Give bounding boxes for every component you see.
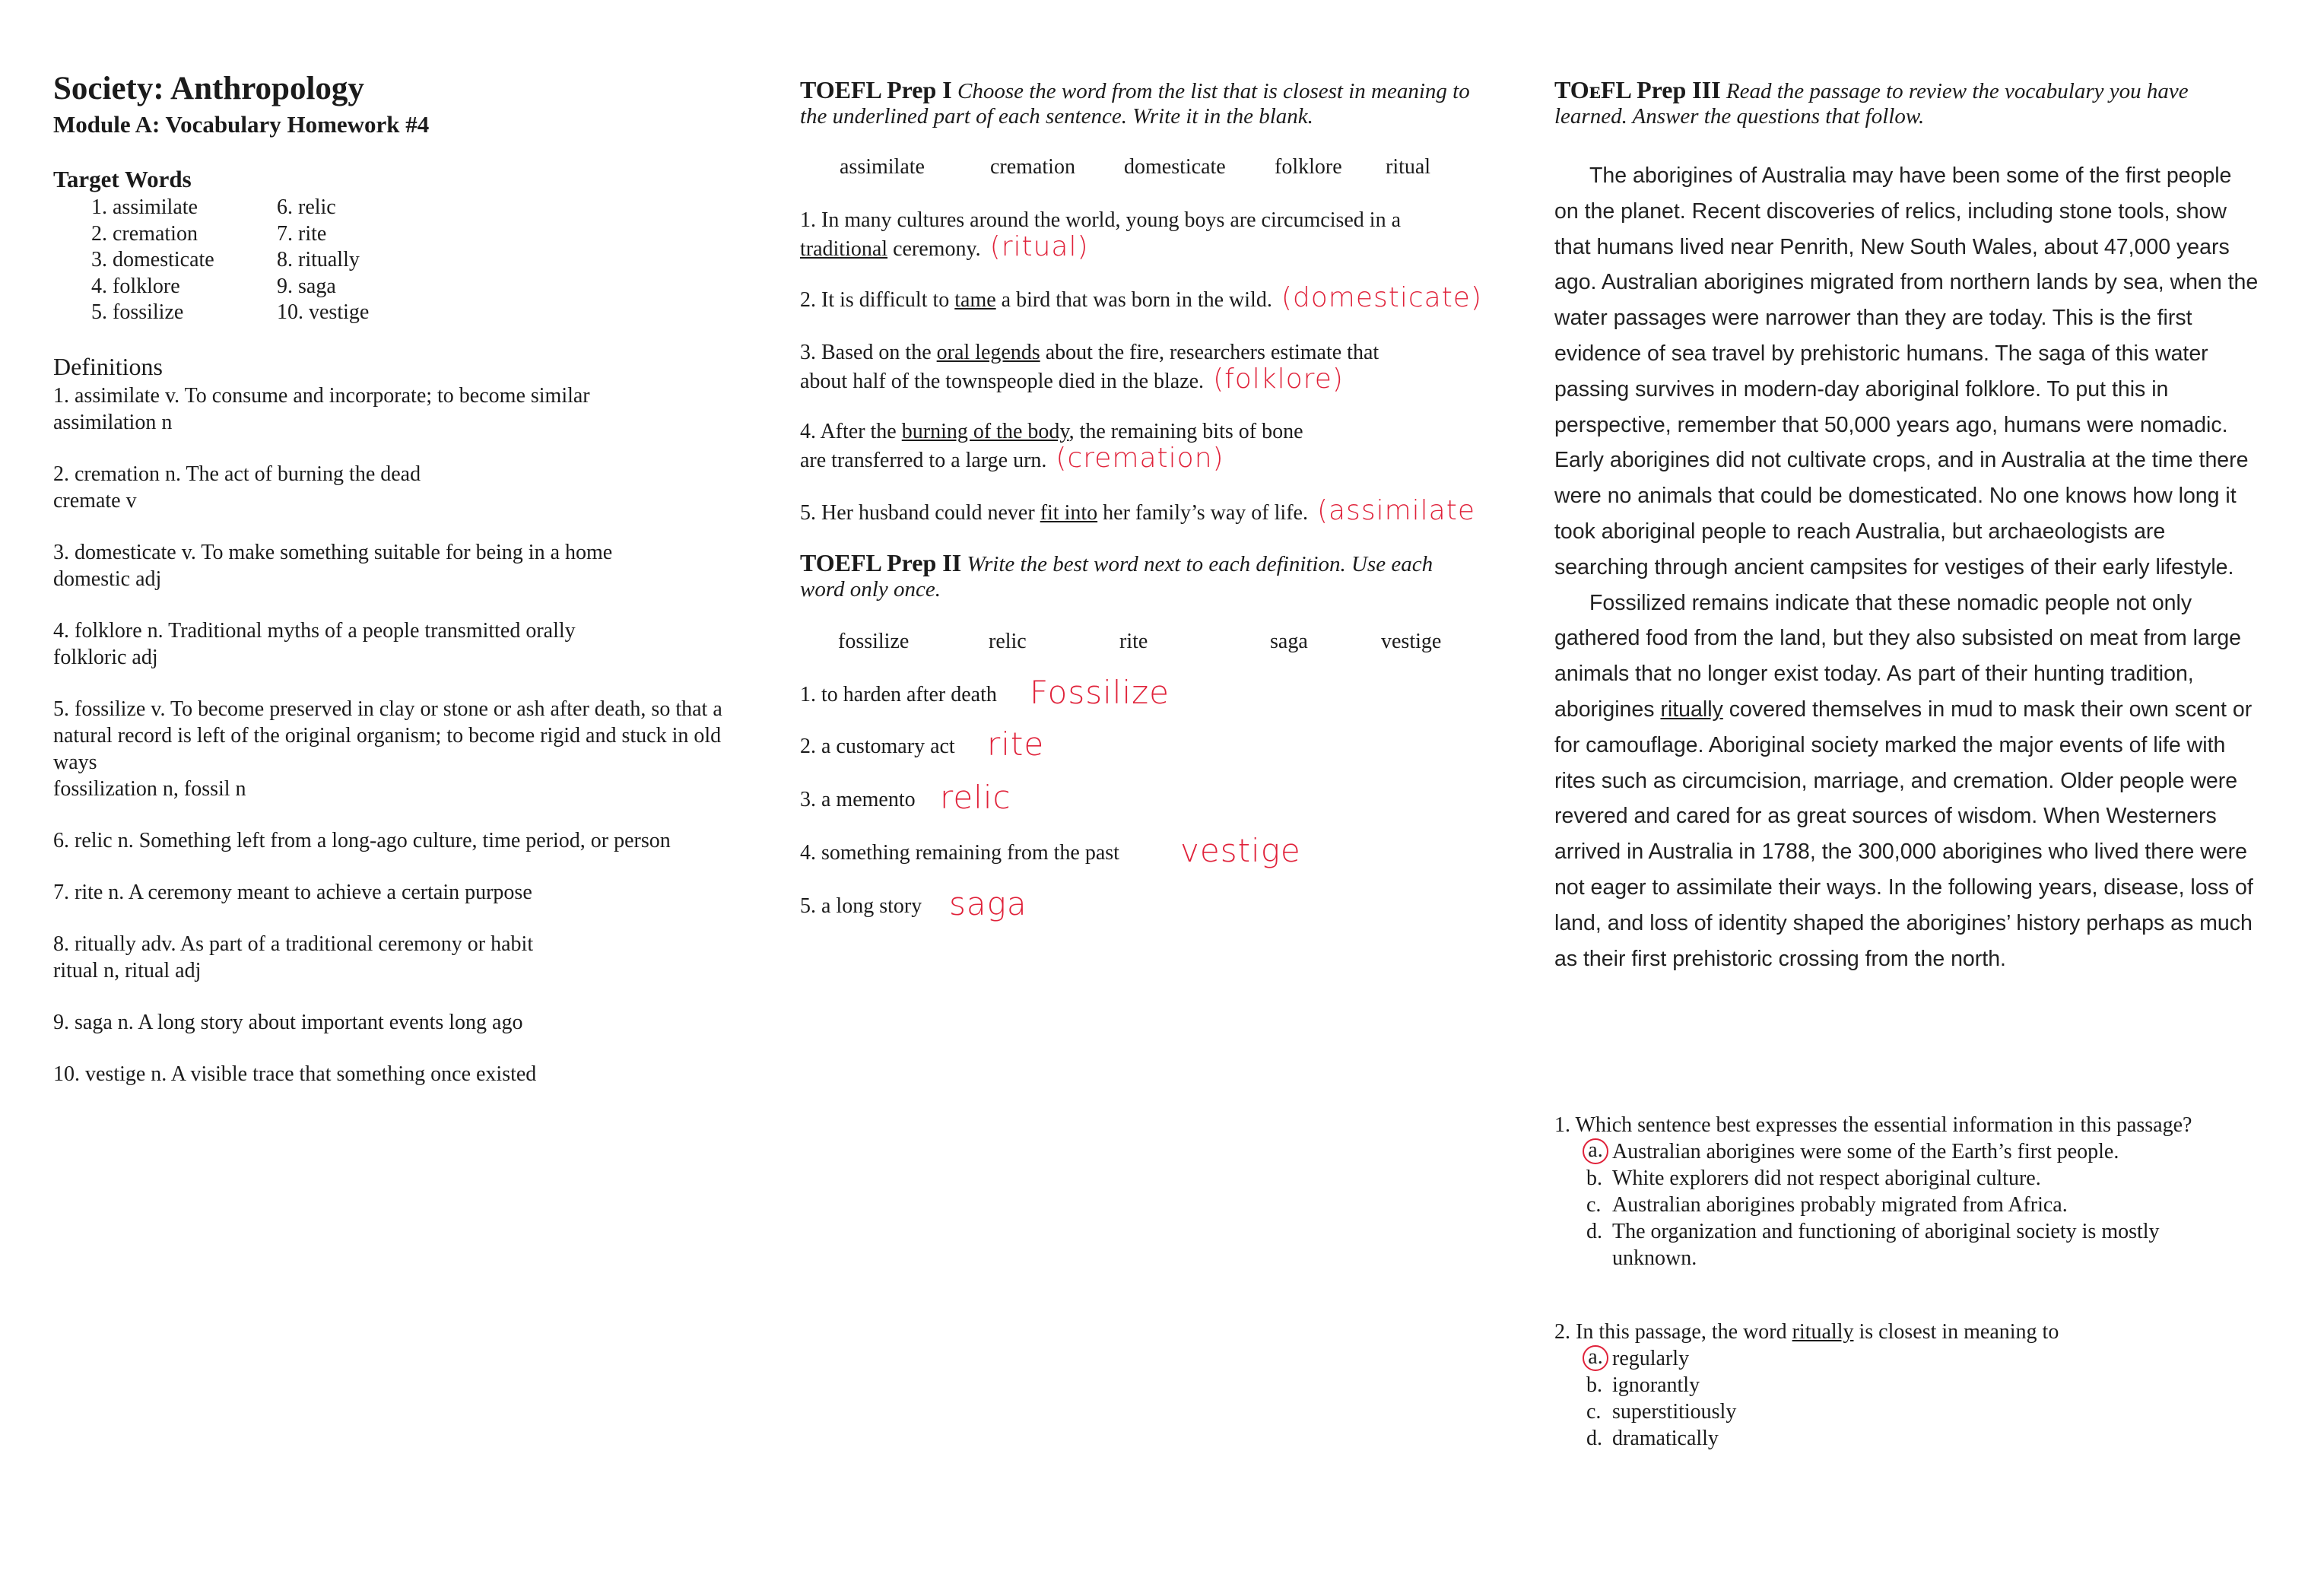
- prep1-question: [800, 284, 1500, 313]
- handwritten-answer: (assimilate: [1316, 495, 1475, 526]
- target-word: 9. saga: [277, 274, 336, 298]
- prep2-header: [800, 551, 1454, 602]
- options-list: [1586, 1345, 2262, 1452]
- handwritten-answer: relic: [940, 779, 1011, 816]
- handwritten-answer: (cremation): [1056, 443, 1224, 474]
- passage-text: covered themselves in mud to mask their own scent or for camouflage. Aboriginal society marked the major events of life with rites such as circumcision, marriage, and cremation. Older people were revered and cared for as great sources of wisdom. When Westerners arrived in Australia in 1788, the 300,000 aborigines who lived there were not eager to assimilate their ways. In the following years, disease, loss of land, and loss of identity shaped the aborigines’ history perhaps as much as their first prehistoric crossing from the north.: [1554, 697, 2253, 971]
- word-bank-item: cremation: [990, 155, 1075, 179]
- option-a[interactable]: [1586, 1345, 2262, 1372]
- definition-item: [53, 1009, 738, 1036]
- definition-text: 10. vestige n. A visible trace that something once existed: [53, 1062, 537, 1086]
- word-bank-item: vestige: [1381, 630, 1442, 653]
- question-text: , the remaining bits of bone are transferred to a large urn.: [800, 420, 1303, 472]
- option-c[interactable]: [1586, 1192, 2193, 1218]
- prep1-question: [800, 339, 1408, 395]
- prep1-instructions: Choose the word from the list that is closest in meaning to the underlined part of each sentence. Write it in the blank.: [800, 79, 1470, 129]
- question-text: her family’s way of life.: [1097, 501, 1308, 525]
- underlined-phrase: oral legends: [936, 341, 1040, 364]
- question-text: 1. to harden after death: [800, 683, 997, 706]
- passage-paragraph: [1554, 586, 2262, 977]
- stem-text: 2. In this passage, the word: [1554, 1320, 1792, 1344]
- word-bank-item: domesticate: [1124, 155, 1226, 179]
- question-text: 1. In many cultures around the world, young boys are circumcised in a: [800, 208, 1402, 232]
- handwritten-answer: (folklore): [1213, 363, 1344, 395]
- definition-text: 4. folklore n. Traditional myths of a people transmitted orally: [53, 619, 576, 643]
- prep2-question: [800, 674, 1170, 711]
- question-text: 2. It is difficult to: [800, 288, 955, 312]
- target-word: 5. fossilize: [91, 300, 184, 324]
- definition-item: [53, 383, 738, 436]
- definition-item: [53, 1061, 738, 1087]
- option-text: ignorantly: [1612, 1373, 1700, 1397]
- target-word: 2. cremation: [91, 221, 198, 246]
- question-text: 4. After the: [800, 420, 902, 443]
- definition-item: [53, 539, 738, 592]
- question-text: 5. Her husband could never: [800, 501, 1040, 525]
- options-list: [1586, 1138, 2193, 1271]
- definition-item: [53, 827, 738, 854]
- prep2-title: TOEFL Prep II: [800, 549, 962, 576]
- definition-text: 2. cremation n. The act of burning the dead: [53, 462, 421, 486]
- question-stem: 1. Which sentence best expresses the essential information in this passage?: [1554, 1113, 2192, 1137]
- definitions-heading: Definitions: [53, 353, 163, 380]
- handwritten-answer: vestige: [1180, 832, 1301, 869]
- option-text: The organization and functioning of aboriginal society is mostly unknown.: [1612, 1220, 2160, 1270]
- definitions-list: [53, 383, 738, 1113]
- handwritten-answer: rite: [987, 725, 1045, 763]
- question-text: about the fire, researchers estimate that about half of the townspeople died in the blaze.: [800, 341, 1379, 393]
- word-bank-item: folklore: [1275, 155, 1342, 179]
- prep1-title: TOEFL Prep I: [800, 76, 952, 103]
- option-label: b.: [1586, 1167, 1602, 1190]
- passage-text: Fossilized remains indicate that these nomadic people not only gathered food from the land, but they also subsisted on meat from large animals that no longer exist today. As part of their hunting tradition, aborigines: [1554, 590, 2242, 722]
- option-d[interactable]: [1586, 1425, 2262, 1452]
- definition-item: [53, 931, 738, 984]
- option-text: Australian aborigines were some of the Earth’s first people.: [1612, 1140, 2119, 1163]
- prep3-title: TOᴇFL Prep III: [1554, 76, 1721, 103]
- prep2-instructions: Write the best word next to each definition. Use each word only once.: [800, 552, 1433, 602]
- definition-derived: ritual n, ritual adj: [53, 959, 202, 982]
- word-bank-item: saga: [1270, 630, 1308, 653]
- option-text: regularly: [1612, 1347, 1690, 1370]
- passage-paragraph: The aborigines of Australia may have been some of the first people on the planet. Recent discoveries of relics, including stone tools, show that humans lived near Penrith, New South Wales, about 47,000 years ago. Australian aborigines migrated from northern lands by sea, when the water passages were narrower than they are today. This is the first evidence of sea travel by prehistoric humans. The saga of this water passing survives in modern-day aboriginal folklore. To put this in perspective, remember that 50,000 years ago, humans were nomadic. Early aborigines did not cultivate crops, and in Australia at the time there were no animals that could be domesticated. No one knows how long it took aboriginal people to reach Australia, but archaeologists are searching through ancient campsites for vestiges of their early lifestyle.: [1554, 163, 2259, 579]
- definition-text: 3. domesticate v. To make something suitable for being in a home: [53, 541, 613, 564]
- definition-text: 8. ritually adv. As part of a traditional ceremony or habit: [53, 932, 534, 956]
- prep1-question: [800, 207, 1424, 262]
- option-b[interactable]: [1586, 1372, 2262, 1398]
- option-b[interactable]: [1586, 1165, 2193, 1192]
- option-a[interactable]: [1586, 1138, 2193, 1165]
- option-c[interactable]: [1586, 1398, 2262, 1425]
- option-text: Australian aborigines probably migrated from Africa.: [1612, 1193, 2068, 1217]
- target-words-heading: Target Words: [53, 166, 192, 192]
- target-word: 8. ritually: [277, 248, 360, 271]
- definition-item: [53, 879, 738, 906]
- underlined-phrase: tame: [954, 288, 996, 312]
- prep2-question: [800, 885, 1027, 922]
- definition-derived: cremate v: [53, 489, 137, 513]
- circled-label: a.: [1583, 1345, 1608, 1371]
- question-text: 3. Based on the: [800, 341, 937, 364]
- definition-derived: assimilation n: [53, 411, 173, 434]
- option-d[interactable]: [1586, 1218, 2193, 1271]
- prep3-header: [1554, 78, 2224, 129]
- definition-text: 1. assimilate v. To consume and incorporate; to become similar: [53, 384, 590, 408]
- prep1-question: [800, 497, 1500, 526]
- target-words-list-1: [91, 195, 214, 326]
- prep2-word-bank: [800, 630, 1484, 660]
- word-bank-item: relic: [989, 630, 1027, 653]
- option-label: d.: [1586, 1220, 1602, 1243]
- option-label: c.: [1586, 1193, 1602, 1217]
- word-bank-item: ritual: [1386, 155, 1431, 179]
- underlined-phrase: fit into: [1040, 501, 1098, 525]
- prep1-header: [800, 78, 1500, 129]
- word-bank-item: rite: [1119, 630, 1148, 653]
- handwritten-answer: (domesticate): [1281, 282, 1483, 313]
- page-title: Society: Anthropology: [53, 71, 364, 106]
- prep2-question: [800, 779, 1011, 816]
- word-bank-item: assimilate: [840, 155, 925, 179]
- question-1: [1554, 1112, 2193, 1271]
- underlined-word: ritually: [1792, 1320, 1854, 1344]
- option-text: superstitiously: [1612, 1400, 1737, 1424]
- underlined-word: ritually: [1660, 697, 1723, 722]
- target-words-list-2: [277, 195, 369, 326]
- target-word: 4. folklore: [91, 274, 180, 298]
- option-label: d.: [1586, 1427, 1602, 1450]
- question-text: ceremony.: [887, 237, 981, 261]
- question-stem: [1554, 1319, 2262, 1345]
- prep1-question: [800, 418, 1332, 474]
- definition-item: [53, 617, 738, 671]
- definition-derived: folkloric adj: [53, 646, 158, 669]
- definition-item: [53, 696, 738, 802]
- definition-derived: domestic adj: [53, 567, 162, 591]
- prep1-word-bank: [800, 155, 1484, 186]
- definition-text: 5. fossilize v. To become preserved in clay or stone or ash after death, so that a natural record is left of the original organism; to become rigid and stuck in old ways: [53, 697, 722, 774]
- target-word: 3. domesticate: [91, 248, 214, 271]
- question-text: 4. something remaining from the past: [800, 841, 1119, 865]
- target-word: 1. assimilate: [91, 195, 198, 219]
- prep2-question: [800, 832, 1301, 869]
- handwritten-answer: (ritual): [989, 231, 1089, 262]
- option-label: b.: [1586, 1373, 1602, 1397]
- definition-text: 6. relic n. Something left from a long-ago culture, time period, or person: [53, 829, 671, 852]
- underlined-phrase: burning of the body: [901, 420, 1069, 443]
- target-word: 7. rite: [277, 221, 327, 246]
- reading-passage: [1554, 158, 2262, 976]
- page-subtitle: Module A: Vocabulary Homework #4: [53, 111, 430, 138]
- definition-text: 7. rite n. A ceremony meant to achieve a certain purpose: [53, 881, 532, 904]
- prep3-instructions: Read the passage to review the vocabulary you have learned. Answer the questions that follow.: [1554, 79, 2189, 129]
- question-text: 5. a long story: [800, 894, 922, 918]
- definition-text: 9. saga n. A long story about important events long ago: [53, 1011, 523, 1034]
- question-2: [1554, 1319, 2262, 1452]
- handwritten-answer: Fossilize: [1030, 674, 1170, 711]
- option-text: dramatically: [1612, 1427, 1719, 1450]
- circled-label: a.: [1583, 1138, 1608, 1164]
- word-bank-item: fossilize: [838, 630, 910, 653]
- question-text: a bird that was born in the wild.: [995, 288, 1272, 312]
- handwritten-answer: saga: [949, 885, 1027, 922]
- definition-item: [53, 461, 738, 514]
- option-label: c.: [1586, 1400, 1602, 1424]
- underlined-phrase: traditional: [800, 237, 888, 261]
- target-word: 6. relic: [277, 195, 336, 219]
- question-text: 3. a memento: [800, 788, 916, 811]
- target-word: 10. vestige: [277, 300, 370, 324]
- prep2-question: [800, 725, 1045, 763]
- stem-text: is closest in meaning to: [1853, 1320, 2059, 1344]
- definition-derived: fossilization n, fossil n: [53, 777, 246, 801]
- question-text: 2. a customary act: [800, 735, 955, 758]
- option-text: White explorers did not respect aboriginal culture.: [1612, 1167, 2041, 1190]
